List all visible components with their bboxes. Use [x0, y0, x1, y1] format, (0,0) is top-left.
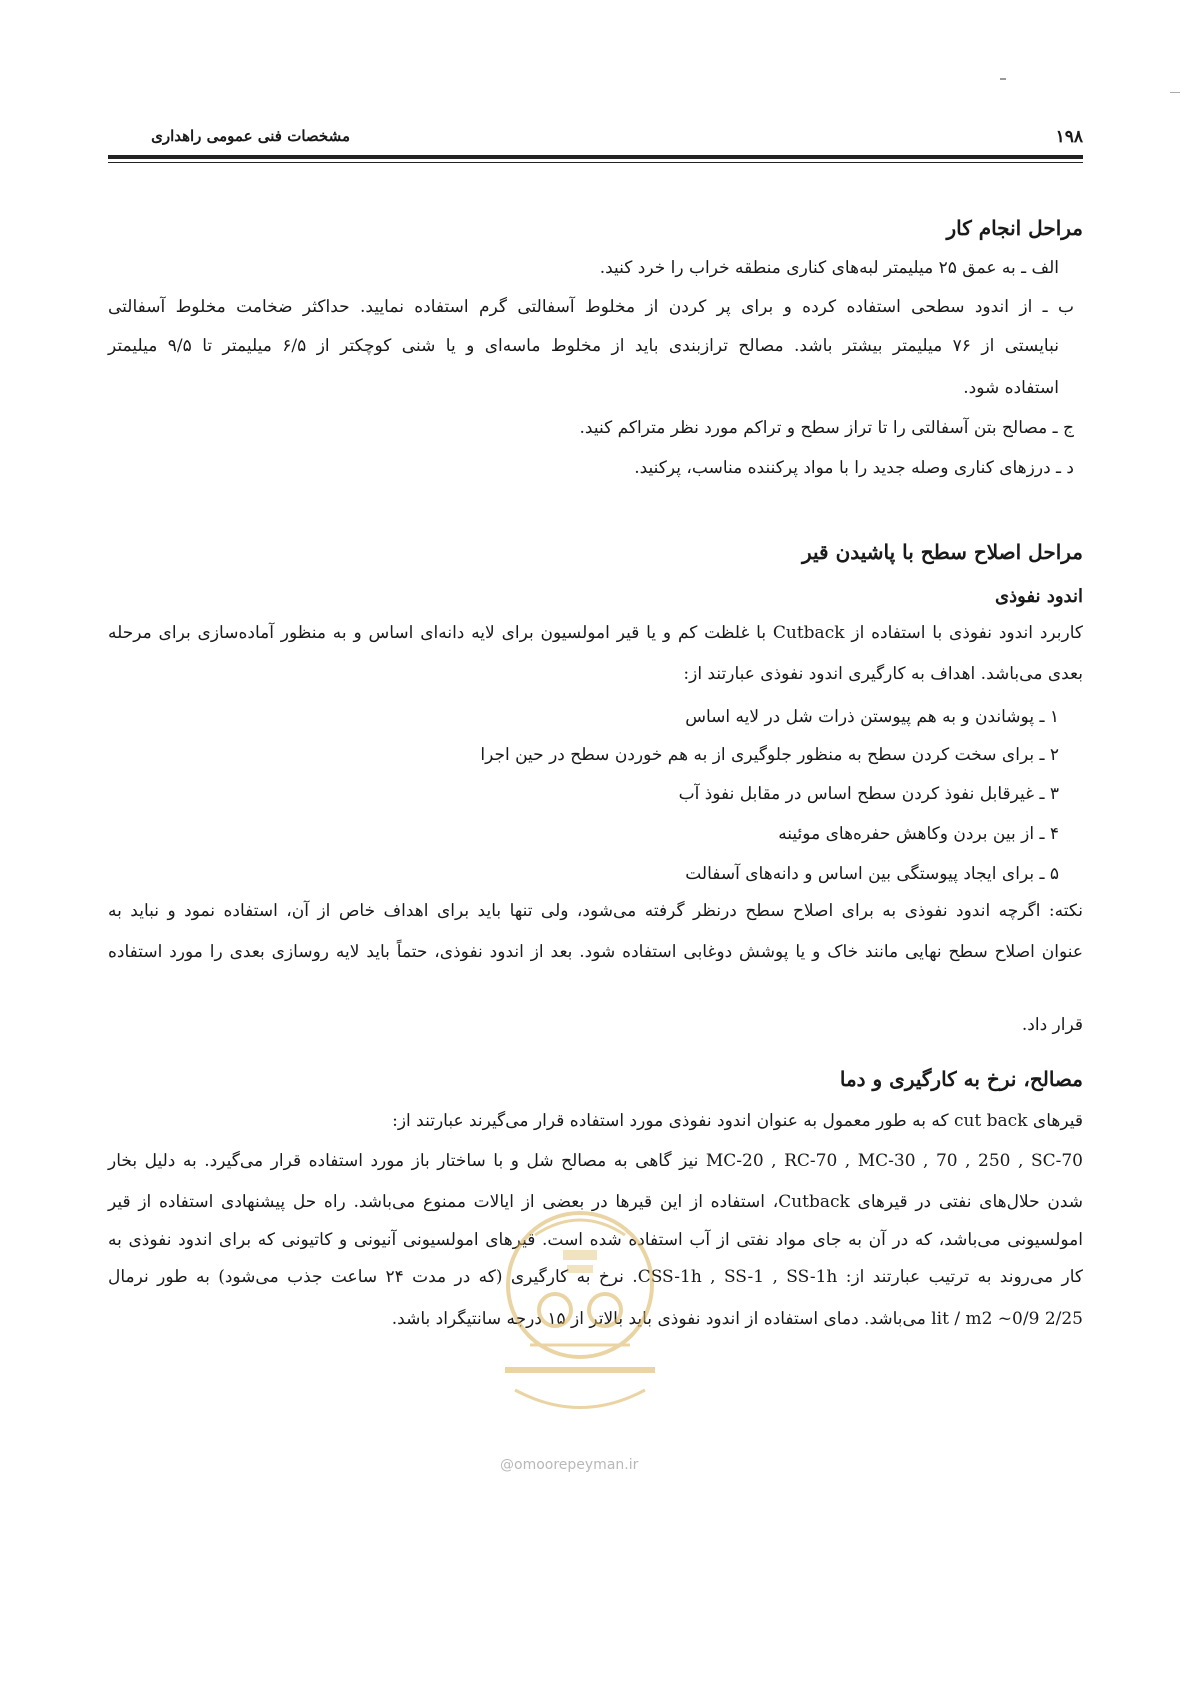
- list-item: ۴ ـ از بین بردن وکاهش حفره‌های موئینه: [778, 824, 1059, 844]
- list-item: ۱ ـ پوشاندن و به هم پیوستن ذرات شل در لایه اساس: [685, 707, 1059, 727]
- note-line: عنوان اصلاح سطح نهایی مانند خاک و یا پوشش دوغابی استفاده شود. بعد از اندود نفوذی، حتماً باید لایه روسازی بعدی را مورد استفاده: [108, 942, 1083, 962]
- paragraph-line: بعدی می‌باشد. اهداف به کارگیری اندود نفوذی عبارتند از:: [683, 664, 1083, 684]
- paragraph-line: کار می‌روند به ترتیب عبارتند از: CSS-1h , SS-1 , SS-1h. نرخ به کارگیری (که در مدت ۲۴ ساعت جذب می‌شود) به طور نرمال: [108, 1267, 1083, 1287]
- paragraph-line: MC-20 , RC-70 , MC-30 , 70 , 250 , SC-70 نیز گاهی به مصالح شل و با ساختار باز مورد استفاده قرار می‌گیرد. به دلیل بخار: [108, 1151, 1083, 1171]
- running-header-title: مشخصات فنی عمومی راهداری: [151, 127, 350, 145]
- list-item: ۲ ـ برای سخت کردن سطح به منظور جلوگیری از به هم خوردن سطح در حین اجرا: [480, 745, 1059, 765]
- note-line: نکته: اگرچه اندود نفوذی به برای اصلاح سطح درنظر گرفته می‌شود، ولی تنها باید برای اهداف خاص از آن، استفاده نمود و نباید به: [108, 901, 1083, 921]
- header-rule-thin: [108, 162, 1083, 163]
- header-rule: [108, 155, 1083, 159]
- section-heading-materials: مصالح، نرخ به کارگیری و دما: [839, 1067, 1083, 1091]
- section-heading-work-steps: مراحل انجام کار: [946, 216, 1083, 240]
- subheading-prime-coat: اندود نفوذی: [995, 586, 1083, 607]
- step-line: نبایستی از ۷۶ میلیمتر بیشتر باشد. مصالح ترازبندی باید از مخلوط ماسه‌ای و یا شنی کوچکتر از ۶/۵ میلیمتر تا ۹/۵ میلیمتر: [108, 336, 1059, 356]
- watermark-url: @omoorepeyman.ir: [500, 1457, 639, 1473]
- paragraph-line: قیرهای cut back که به طور معمول به عنوان اندود نفوذی مورد استفاده قرار می‌گیرند عبارتند از:: [392, 1111, 1083, 1131]
- paragraph-line: امولسیونی می‌باشد، که در آن به جای مواد نفتی از آب استفاده شده است. قیرهای امولسیونی آنیونی و کاتیونی که برای اندود نفوذی به: [108, 1230, 1083, 1250]
- step-line: ج ـ مصالح بتن آسفالتی را تا تراز سطح و تراکم مورد نظر متراکم کنید.: [579, 418, 1074, 438]
- paragraph-line: شدن حلال‌های نفتی در قیرهای Cutback، استفاده از این قیرها در بعضی از ایالات ممنوع می‌باشد. راه حل پیشنهادی استفاده از قیر: [108, 1192, 1083, 1212]
- paragraph-line: کاربرد اندود نفوذی با استفاده از Cutback با غلظت کم و یا قیر امولسیون برای لایه دانه‌ای اساس و به منظور آماده‌سازی برای مرحله: [108, 623, 1083, 643]
- scan-artifact: [1000, 78, 1006, 80]
- step-line: استفاده شود.: [963, 378, 1059, 398]
- list-item: ۵ ـ برای ایجاد پیوستگی بین اساس و دانه‌های آسفالت: [685, 864, 1059, 884]
- page-number: ۱۹۸: [1055, 127, 1083, 147]
- section-heading-surface-repair: مراحل اصلاح سطح با پاشیدن قیر: [801, 540, 1083, 564]
- paragraph-line: 2/25 lit / m2 ~0/9 می‌باشد. دمای استفاده از اندود نفوذی باید بالاتر از ۱۵ درجه سانتیگراد باشد.: [391, 1309, 1083, 1329]
- list-item: ۳ ـ غیرقابل نفوذ کردن سطح اساس در مقابل نفوذ آب: [678, 784, 1059, 804]
- note-line: قرار داد.: [1021, 1015, 1083, 1035]
- watermark-seal-icon: [475, 1195, 685, 1435]
- step-line: ب ـ از اندود سطحی استفاده کرده و برای پر کردن از مخلوط آسفالتی گرم استفاده نمایید. حداکثر ضخامت مخلوط آسفالتی: [108, 297, 1074, 317]
- scan-artifact: [1170, 92, 1180, 93]
- step-line: د ـ درزهای کناری وصله جدید را با مواد پرکننده مناسب، پرکنید.: [634, 458, 1074, 478]
- step-line: الف ـ به عمق ۲۵ میلیمتر لبه‌های کناری منطقه خراب را خرد کنید.: [599, 258, 1059, 278]
